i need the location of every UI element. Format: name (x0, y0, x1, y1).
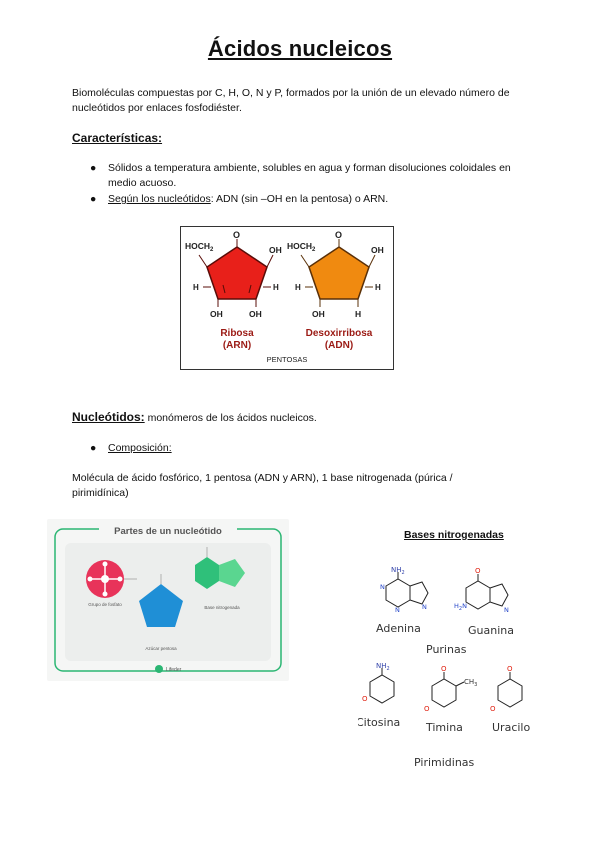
guanina-structure (454, 567, 514, 637)
bullet-composicion: Composición: (108, 442, 172, 454)
adenina-n3: N (395, 606, 400, 614)
timina-ch3-subscript: 3 (474, 682, 478, 688)
bullet-text: Sólidos a temperatura ambiente, solubles en agua y forman disoluciones coloidales en medio acuoso. (108, 162, 511, 189)
nucleotido-diagram (47, 519, 289, 681)
desox-hoch2-subscript: 2 (312, 247, 316, 253)
timina-o-bottom: O (424, 705, 430, 713)
desox-hoch2-label: HOCH (287, 241, 313, 251)
grupo-fosfato-label: Grupo de fosfato (88, 602, 122, 607)
ribosa-sub: (ARN) (222, 340, 252, 351)
section-heading-caracteristicas: Características: (72, 131, 163, 145)
base-nitrogenada-label: Base nitrogenada (204, 605, 240, 610)
pirimidinas-label: Pirimidinas (414, 756, 475, 769)
ribosa-h-right-label: H (273, 283, 279, 292)
nucleotido-figure (47, 519, 289, 681)
desoxirribosa-structure (287, 230, 384, 351)
svg-text:NH2 (376, 662, 390, 672)
ribosa-hoch2-subscript: 2 (210, 247, 214, 253)
composicion-paragraph: Molécula de ácido fosfórico, 1 pentosa (ADN y ARN), 1 base nitrogenada (púrica / pirimidínica) (72, 472, 453, 499)
timina-ch3: CH (464, 678, 475, 686)
uracilo-structure (490, 665, 530, 734)
adenina-n9: N (422, 603, 427, 611)
lifeder-logo-text: Lifeder (166, 667, 182, 673)
uracilo-o-bottom: O (490, 705, 496, 713)
citosina-nh2: NH (376, 662, 387, 670)
svg-text:CH3 (464, 678, 477, 688)
timina-structure (424, 665, 477, 734)
intro-paragraph: Biomoléculas compuestas por C, H, O, N y P, formados por la unión de un elevado número de nucleótidos por enlaces fosfodiéster. (72, 87, 510, 114)
citosina-o: O (362, 695, 368, 703)
adenina-label: Adenina (376, 622, 421, 635)
bases-figure (358, 560, 538, 770)
pentosas-caption: PENTOSAS (266, 355, 308, 364)
desox-oh-top-label: OH (371, 245, 384, 255)
guanina-h: H (454, 602, 459, 610)
desox-h-left-label: H (295, 283, 301, 292)
nucleotidos-definition: monómeros de los ácidos nucleicos. (144, 412, 317, 424)
desox-h-right-label: H (375, 283, 381, 292)
adenina-n1: N (380, 583, 385, 591)
bases-heading: Bases nitrogenadas (404, 529, 504, 541)
bullet-dot: ● (90, 442, 97, 454)
svg-text:HOCH2 (185, 241, 214, 253)
ribosa-hoch2-label: HOCH (185, 241, 211, 251)
bullet-lead: Según los nucleótidos (108, 193, 211, 205)
svg-text:H2N (454, 602, 467, 612)
ribosa-o-label: O (233, 230, 241, 240)
azucar-pentosa-label: Azúcar pentosa (145, 646, 177, 651)
ribosa-oh-left-label: OH (210, 309, 223, 319)
bullet-item (90, 441, 172, 456)
desoxirribosa-sub: (ADN) (324, 340, 354, 351)
ribosa-h-left-label: H (193, 283, 199, 292)
bases-diagram (358, 560, 538, 770)
adenina-nh2-subscript: 2 (401, 570, 405, 576)
ribosa-oh-top-label: OH (269, 245, 282, 255)
uracilo-o-top: O (507, 665, 513, 673)
ribosa-structure (185, 230, 282, 351)
page-title: Ácidos nucleicos (207, 36, 393, 61)
timina-o-top: O (441, 665, 447, 673)
nucleotidos-heading-line (72, 410, 532, 426)
citosina-nh2-subscript: 2 (386, 666, 390, 672)
lifeder-logo-icon (155, 665, 163, 673)
svg-text:HOCH2 (287, 241, 316, 253)
adenina-structure (376, 566, 428, 635)
timina-label: Timina (426, 721, 463, 734)
bullet-text: : ADN (sin –OH en la pentosa) o ARN. (210, 193, 389, 205)
desox-o-label: O (335, 230, 343, 240)
bullet-item (90, 192, 528, 207)
uracilo-label: Uracilo (492, 721, 531, 734)
purinas-label: Purinas (426, 643, 467, 656)
guanina-label: Guanina (468, 624, 514, 637)
citosina-label: Citosina (358, 716, 401, 729)
ribosa-ring (207, 247, 267, 299)
pentosas-figure (180, 226, 394, 370)
desox-oh-label: OH (312, 309, 325, 319)
desoxirribosa-ring (309, 247, 369, 299)
section-heading-nucleotidos: Nucleótidos: (72, 410, 145, 424)
desox-h-bottom-label: H (355, 309, 362, 319)
citosina-structure (358, 662, 400, 729)
bullet-item (90, 161, 528, 191)
guanina-n9: N (504, 606, 509, 614)
bullet-dot: ● (90, 193, 97, 205)
pentosas-diagram (181, 227, 393, 369)
guanina-n: N (462, 602, 467, 610)
ribosa-name: Ribosa (220, 328, 254, 339)
nucleotido-title: Partes de un nucleótido (114, 526, 222, 537)
adenina-nh2: NH (391, 566, 402, 574)
guanina-subscript: 2 (458, 606, 463, 612)
bullet-dot: ● (90, 162, 97, 174)
guanina-o: O (475, 567, 481, 575)
ribosa-oh-right-label: OH (249, 309, 262, 319)
desoxirribosa-name: Desoxirribosa (305, 328, 373, 339)
